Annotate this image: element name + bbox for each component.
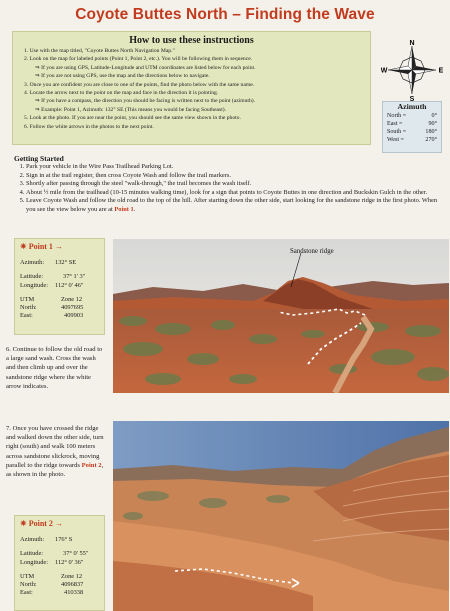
- photo1-annotation: Sandstone ridge: [290, 248, 334, 255]
- point1-photo: [113, 239, 449, 393]
- page-title: Coyote Buttes North – Finding the Wave: [75, 6, 375, 23]
- list-item: 4. About ½ mile from the trailhead (10-15 minutes walking time), look for a sign that points to Coyote Buttes in one direction and Buckskin Gulch in the other.: [26, 189, 444, 198]
- list-item: 1. Park your vehicle in the Wire Pass Trailhead Parking Lot.: [26, 163, 444, 172]
- list-item: 2. Look on the map for labeled points (Point 1, Point 2, etc.). You will be following them in sequence.: [24, 56, 253, 63]
- azimuth-row: East = 90°: [387, 121, 437, 127]
- point1-heading: ✷ Point 1 →: [20, 242, 63, 251]
- azimuth-heading: Azimuth: [397, 102, 427, 111]
- list-item: ⇒ If you are not using GPS, use the map and the directions below to navigate.: [35, 73, 210, 80]
- azimuth-row: North = 0°: [387, 113, 437, 119]
- azimuth-row: West = 270°: [387, 137, 437, 143]
- point1-box: ✷ Point 1 → Azimuth: 132° SE Latitude: 37° 1' 3" Longitude: 112° 0' 46" UTM Zone 12 North: 4097695 East: 409903: [14, 238, 105, 335]
- instructions-box: [12, 31, 371, 145]
- getting-started-heading: Getting Started: [14, 154, 64, 163]
- instructions-heading: How to use these instructions: [129, 35, 254, 46]
- list-item: ⇒ If you are using GPS, Latitude-Longitude and UTM coordinates are listed below for each point.: [35, 64, 256, 71]
- azimuth-row: South = 180°: [387, 129, 437, 135]
- instructions-list: [19, 47, 364, 131]
- point2-reference: Point 2: [81, 461, 102, 469]
- step7-text: 7. Once you have crossed the ridge and walked down the other side, turn right (south) and walk 100 meters across sandstone slickrock, moving parallel to the ridge towards Point 2, as shown in the photo.: [6, 425, 104, 479]
- compass-s: S: [409, 96, 415, 101]
- compass-e: E: [438, 67, 443, 75]
- list-item: 3. Once you are confident you are close to one of the points, find the photo below with the same name.: [24, 81, 255, 88]
- azimuth-legend: [382, 101, 442, 153]
- list-item: 3. Shortly after passing through the steel "walk-through," the trail becomes the wash itself.: [26, 180, 444, 189]
- star-icon: ✷: [20, 242, 27, 251]
- point2-heading: ✷ Point 2 →: [20, 519, 63, 528]
- point2-photo: [113, 421, 449, 611]
- star-icon: ✷: [20, 519, 27, 528]
- arrow-right-icon: →: [54, 519, 63, 528]
- list-item: 5. Leave Coyote Wash and follow the old road to the top of the hill. After starting down the other side, start looking for the sandstone ridge in the first photo. When you see the view below you are at Point 1.: [26, 197, 444, 214]
- getting-started-list: [14, 163, 444, 215]
- list-item: 6. Follow the white arrows in the photos to the next point.: [24, 123, 154, 130]
- arrow-right-icon: →: [54, 242, 63, 251]
- getting-started-section: [14, 154, 444, 215]
- point2-box: ✷ Point 2 → Azimuth: 176° S Latitude: 37° 0' 55" Longitude: 112° 0' 36" UTM Zone 12 North: 4096837 East: 410338: [14, 515, 105, 611]
- point1-reference: Point 1: [114, 205, 134, 213]
- compass-rose-icon: [381, 39, 443, 101]
- list-item: 4. Locate the arrow next to the point on the map and face in the direction it is pointing.: [24, 90, 219, 97]
- list-item: 1. Use with the map titled, "Coyote Buttes North Navigation Map.": [24, 48, 175, 54]
- list-item: ⇒ Example: Point 1, Azimuth: 132° SE (This means you would be facing Southeast).: [35, 106, 227, 113]
- compass-w: W: [381, 67, 388, 75]
- compass-n: N: [409, 40, 415, 47]
- list-item: ⇒ If you have a compass, the direction you should be facing is written next to the point (azimuth).: [35, 98, 256, 105]
- step6-text: 6. Continue to follow the old road to a large sand wash. Cross the wash and then climb up and over the sandstone ridge where the white arrow indicates.: [6, 346, 103, 390]
- list-item: 2. Sign in at the trail register, then cross Coyote Wash and follow the trail markers.: [26, 172, 444, 181]
- list-item: 5. Look at the photo. If you are near the point, you should see the same view shown in the photo.: [24, 115, 241, 122]
